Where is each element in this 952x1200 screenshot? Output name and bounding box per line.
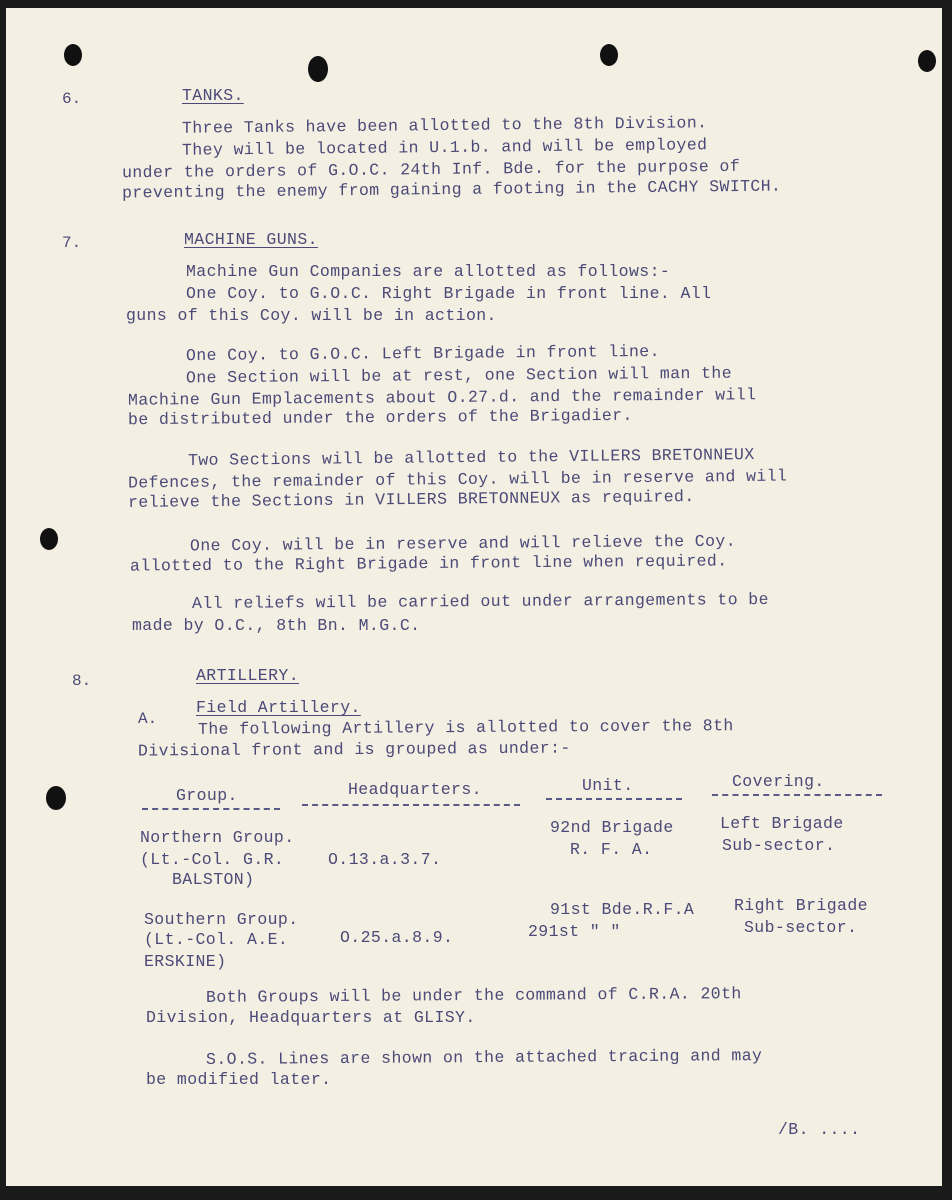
text-line: allotted to the Right Brigade in front line when required. [129,551,728,576]
section-number: 6. [62,90,82,108]
text-line: Two Sections will be allotted to the VILLERS BRETONNEUX [187,445,755,470]
covering-sub: Sub-sector. [722,836,836,855]
text-line: guns of this Coy. will be in action. [126,306,497,325]
subsection-letter: A. [138,710,158,728]
text-line: be modified later. [146,1070,332,1089]
table-header-headquarters: Headquarters. [348,780,482,799]
text-line: relieve the Sections in VILLERS BRETONNEUX as required. [127,487,695,512]
header-underline [142,808,280,810]
covering: Right Brigade [734,896,868,915]
group-commander-name: BALSTON) [172,870,255,889]
table-header-group: Group. [176,786,238,805]
text-line: Both Groups will be under the command of C.R.A. 20th [205,984,742,1007]
continuation-marker: /B. .... [778,1120,861,1139]
text-line: One Coy. to G.O.C. Left Brigade in front line. [185,341,660,366]
text-line: Machine Gun Emplacements about O.27.d. and the remainder will [127,385,757,410]
group-name: Southern Group. [144,910,299,929]
punch-hole-icon [40,528,58,550]
text-line: Defences, the remainder of this Coy. will be in reserve and will [127,466,788,493]
text-line: under the orders of G.O.C. 24th Inf. Bde. for the purpose of [121,156,741,183]
text-line: made by O.C., 8th Bn. M.G.C. [132,616,421,635]
text-line: One Coy. will be in reserve and will relieve the Coy. [189,531,737,556]
covering: Left Brigade [720,814,844,833]
subsection-heading: Field Artillery. [196,698,361,717]
header-underline [546,798,682,800]
text-line: preventing the enemy from gaining a footing in the CACHY SWITCH. [121,176,782,203]
text-line: Divisional front and is grouped as under:- [137,738,571,761]
covering-sub: Sub-sector. [744,918,858,937]
text-line: One Section will be at rest, one Section will man the [185,363,733,388]
text-line: The following Artillery is allotted to cover the 8th [197,716,734,739]
punch-hole-icon [46,786,66,810]
section-number: 8. [72,672,92,690]
text-line: One Coy. to G.O.C. Right Brigade in front line. All [186,284,712,303]
header-underline [302,804,520,806]
text-line: be distributed under the orders of the Brigadier. [127,405,633,430]
text-line: Machine Gun Companies are allotted as follows:- [186,262,671,281]
document-page [6,8,942,1186]
group-commander: (Lt.-Col. A.E. [144,930,289,949]
group-commander: (Lt.-Col. G.R. [140,850,285,869]
header-underline [712,794,882,796]
punch-hole-icon [600,44,618,66]
text-line: Division, Headquarters at GLISY. [146,1008,476,1027]
section-number: 7. [62,234,82,252]
headquarters-ref: O.13.a.3.7. [328,850,442,869]
headquarters-ref: O.25.a.8.9. [340,928,454,947]
section-heading: ARTILLERY. [196,666,300,685]
group-commander-name: ERSKINE) [144,952,227,971]
table-header-covering: Covering. [732,772,825,791]
punch-hole-icon [64,44,82,66]
punch-hole-icon [918,50,936,72]
unit-name: 92nd Brigade [550,818,674,837]
unit-type: R. F. A. [570,840,653,859]
table-header-unit: Unit. [582,776,634,795]
section-heading: TANKS. [182,86,244,105]
section-heading: MACHINE GUNS. [184,230,318,249]
group-name: Northern Group. [140,828,295,847]
text-line: All reliefs will be carried out under arrangements to be [191,589,769,614]
text-line: They will be located in U.1.b. and will be employed [181,135,708,160]
unit-type: 291st " " [528,922,621,941]
unit-name: 91st Bde.R.F.A [550,900,695,919]
text-line: S.O.S. Lines are shown on the attached tracing and may [205,1046,763,1069]
text-line: Three Tanks have been allotted to the 8th Division. [181,113,708,138]
punch-hole-icon [308,56,328,82]
